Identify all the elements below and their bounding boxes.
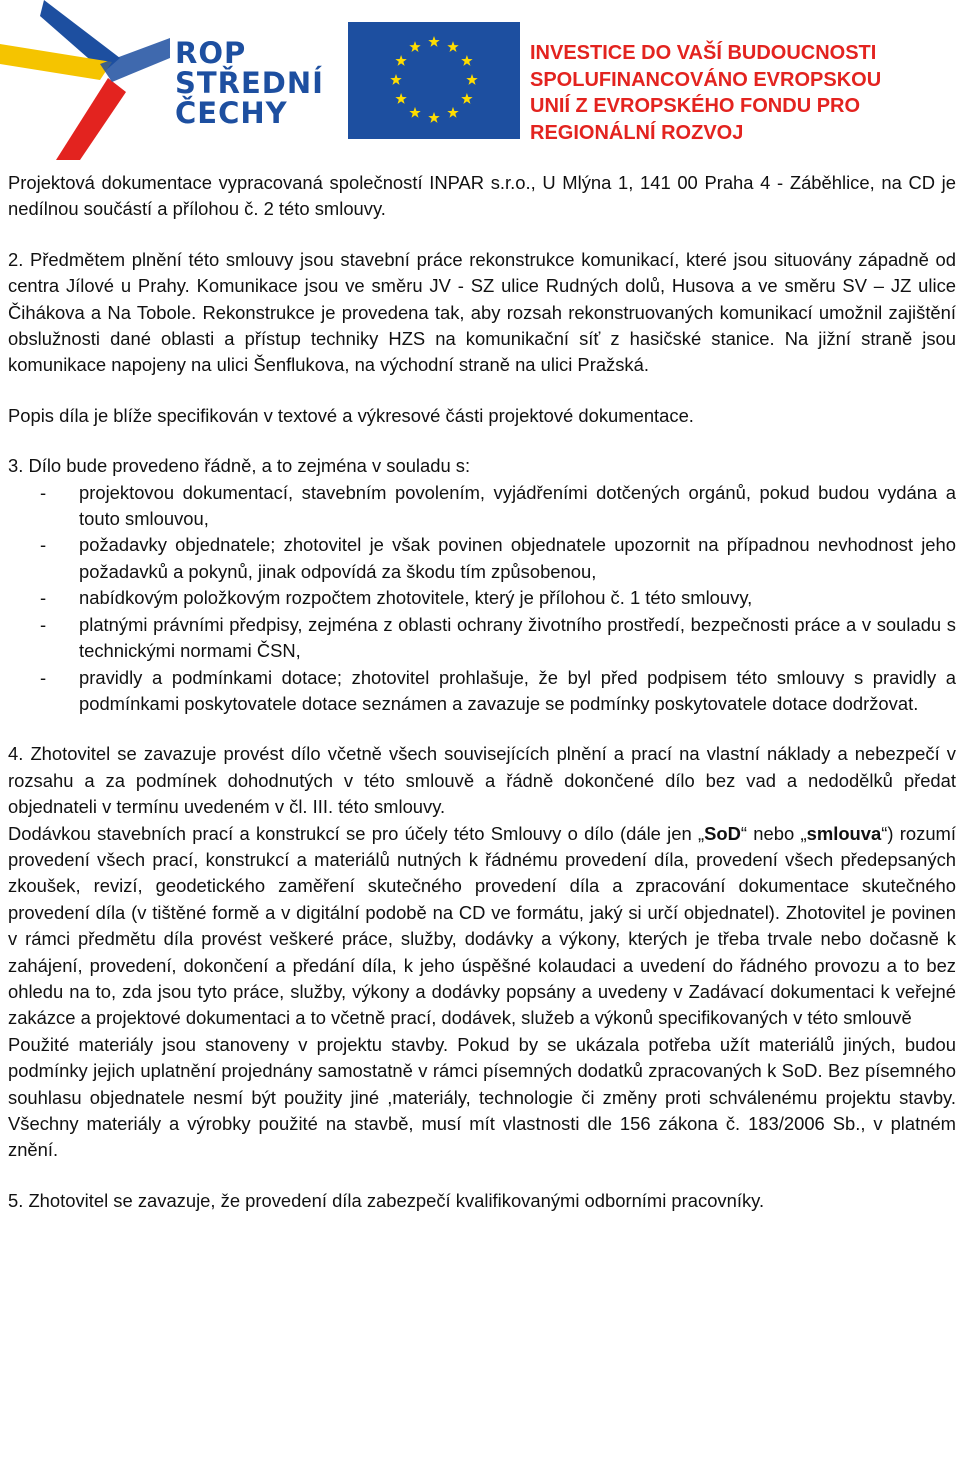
page-header [0,0,960,160]
rop-logo-text [175,38,324,128]
term-sod: SoD [704,822,741,844]
list-dash: - [40,534,47,556]
eu-line: SPOLUFINANCOVÁNO EVROPSKOU [530,68,882,91]
logo-line: ČECHY [175,96,288,130]
list-item: - platnými právními předpisy, zejména z oblasti ochrany životního prostředí, bezpečnosti práce a v souladu s technickými normami ČSN, [40,613,956,662]
paragraph-project-docs: Projektová dokumentace vypracovaná společností INPAR s.r.o., U Mlýna 1, 141 00 Praha 4 - Záběhlice, na CD je nedílnou součástí a přílohou č. 2 této smlouvy. [8,172,956,220]
eu-line: UNIÍ Z EVROPSKÉHO FONDU PRO [530,95,861,117]
document-body [8,170,956,1214]
logo-line: STŘEDNÍ [175,66,324,100]
paragraph-obligation: 4. Zhotovitel se zavazuje provést dílo včetně všech souvisejících plnění a prací na vlastní náklady a nebezpečí v rozsahu a za podmínek dohodnutých v této smlouvě a řádně dokončené dílo bez vad a nedodělků předat objednateli v termínu uvedeném v čl. III. této smlouvy. [8,743,956,818]
compliance-list [8,480,956,718]
rop-logo-mark [0,0,170,160]
list-item: - nabídkovým položkovým rozpočtem zhotovitele, který je přílohou č. 1 této smlouvy, [8,585,956,611]
list-dash: - [40,666,47,688]
paragraph-scope: Dodávkou stavebních prací a konstrukcí se pro účely této Smlouvy o dílo (dále jen „SoD“ nebo „smlouva“) rozumí provedení všech prací, konstrukcí a materiálů nutných k řádnému provedení díla, provedení všech předepsaných zkoušek, revizí, geodetického zaměření skutečného provedení díla a zpracování dokumentace skutečného provedení díla (v tištěné formě a v digitální podobě na CD ve formátu, jaký si určí objednatel). Zhotovitel je povinen v rámci předmětu díla provést veškeré práce, služby, dodávky a výkony, kterých je třeba trvale nebo dočasně k zahájení, provedení, dokončení a předání díla, k jeho úspěšné kolaudaci a uvedení do řádného provozu a to bez ohledu na to, zda jsou tyto práce, služby, výkony a dodávky popsány a uvedeny v Zadávací dokumentaci k veřejné zakázce a projektové dokumentaci a to včetně prací, dodávek, služeb a výkonů specifikovaných v této smlouvě [8,822,956,1029]
paragraph-description: Popis díla je blíže specifikován v textové a výkresové části projektové dokumentace. [8,404,694,426]
paragraph-subject: 2. Předmětem plnění této smlouvy jsou stavební práce rekonstrukce komunikací, které jsou situovány západně od centra Jílové u Prahy. Komunikace jsou ve směru JV - SZ ulice Rudných dolů, Husova a ve směru SV – JZ ulice Čihákova a Na Tobole. Rekonstrukce je provedena tak, aby rozsah rekonstruovaných komunikací umožnil zajištění obslužnosti dané oblasti a přístup techniky HZS na komunikační síť z hasičské stanice. Na jižní straně jsou komunikace napojeny na ulici Šenflukova, na východní straně na ulici Pražská. [8,248,956,376]
eu-funding-text [530,40,881,146]
eu-line: INVESTICE DO VAŠÍ BUDOUCNOSTI [530,42,877,64]
list-dash: - [40,587,47,609]
logo-line: ROP [175,36,247,70]
term-smlouva: smlouva [806,822,882,844]
list-dash: - [40,481,47,503]
list-item: - projektovou dokumentací, stavebním povolením, vyjádřeními dotčených orgánů, pokud budou vydána a touto smlouvou, [40,481,956,530]
paragraph-materials: Použité materiály jsou stanoveny v projektu stavby. Pokud by se ukázala potřeba užít materiálů jiných, budou podmínky jejich uplatnění projednány samostatně v rámci písemných dodatků zpracovaných k SoD. Bez písemného souhlasu objednatele nesmí být použity jiné ,materiály, technologie či změny proti schválenému projektu stavby. Všechny materiály a výrobky použité na stavbě, musí mít vlastnosti dle 156 zákona č. 183/2006 Sb., v platném znění. [8,1033,956,1161]
paragraph-compliance-intro: 3. Dílo bude provedeno řádně, a to zejména v souladu s: [8,455,471,477]
paragraph-qualified-workers: 5. Zhotovitel se zavazuje, že provedení díla zabezpečí kvalifikovanými odborními pracovníky. [8,1189,765,1211]
list-dash: - [40,613,47,635]
eu-line: REGIONÁLNÍ ROZVOJ [530,121,744,144]
list-item: - pravidly a podmínkami dotace; zhotovitel prohlašuje, že byl před podpisem této smlouvy s pravidly a podmínkami poskytovatele dotace seznámen a zavazuje se podmínky poskytovatele dotace dodržovat. [40,666,956,714]
list-item: - požadavky objednatele; zhotovitel je však povinen objednatele upozornit na případnou nevhodnost jeho požadavků a pokynů, jinak odpovídá za škodu tím způsobenou, [40,534,956,582]
eu-flag-icon [348,22,520,139]
